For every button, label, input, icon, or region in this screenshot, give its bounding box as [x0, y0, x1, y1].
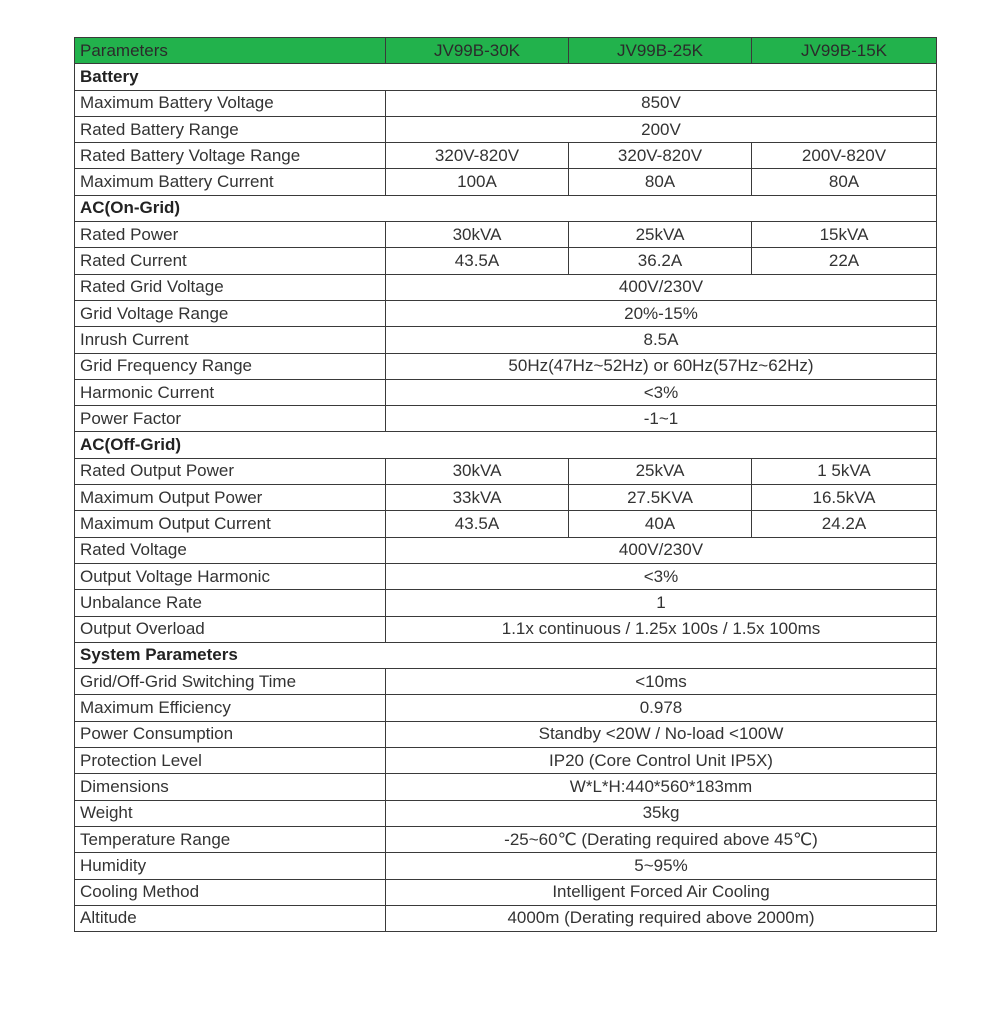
parameter-value: <3%: [386, 379, 937, 405]
parameter-value: 200V-820V: [752, 143, 937, 169]
parameter-label: Harmonic Current: [75, 379, 386, 405]
table-row: [75, 879, 937, 905]
section-row: [75, 432, 937, 458]
parameter-label: Rated Power: [75, 222, 386, 248]
parameter-label: Rated Output Power: [75, 458, 386, 484]
parameter-value: Intelligent Forced Air Cooling: [386, 879, 937, 905]
table-row: [75, 669, 937, 695]
parameter-label: Maximum Output Current: [75, 511, 386, 537]
parameter-value: 25kVA: [569, 222, 752, 248]
parameter-value: 36.2A: [569, 248, 752, 274]
section-title: AC(Off-Grid): [75, 432, 937, 458]
table-row: [75, 563, 937, 589]
parameter-value: 25kVA: [569, 458, 752, 484]
parameter-label: Unbalance Rate: [75, 590, 386, 616]
table-row: [75, 511, 937, 537]
table-row: [75, 721, 937, 747]
parameter-value: 850V: [386, 90, 937, 116]
table-row: [75, 537, 937, 563]
parameter-value: 0.978: [386, 695, 937, 721]
parameter-label: Altitude: [75, 905, 386, 931]
parameter-value: -1~1: [386, 406, 937, 432]
parameter-label: Protection Level: [75, 748, 386, 774]
parameter-value: 1: [386, 590, 937, 616]
parameter-value: 320V-820V: [569, 143, 752, 169]
table-row: [75, 379, 937, 405]
parameter-label: Rated Current: [75, 248, 386, 274]
parameter-label: Maximum Output Power: [75, 485, 386, 511]
table-row: [75, 116, 937, 142]
parameter-value: 50Hz(47Hz~52Hz) or 60Hz(57Hz~62Hz): [386, 353, 937, 379]
parameter-label: Maximum Battery Current: [75, 169, 386, 195]
parameter-value: 20%-15%: [386, 300, 937, 326]
header-model-25k: JV99B-25K: [569, 38, 752, 64]
table-row: [75, 90, 937, 116]
parameter-value: <10ms: [386, 669, 937, 695]
table-row: [75, 748, 937, 774]
table-row: [75, 248, 937, 274]
table-row: [75, 353, 937, 379]
table-row: [75, 274, 937, 300]
parameter-value: 24.2A: [752, 511, 937, 537]
parameter-label: Rated Voltage: [75, 537, 386, 563]
parameter-label: Maximum Efficiency: [75, 695, 386, 721]
section-row: [75, 642, 937, 668]
parameter-label: Cooling Method: [75, 879, 386, 905]
parameter-label: Inrush Current: [75, 327, 386, 353]
table-row: [75, 800, 937, 826]
parameter-label: Rated Grid Voltage: [75, 274, 386, 300]
parameter-value: <3%: [386, 563, 937, 589]
spec-table-body: [75, 38, 937, 932]
parameter-value: 400V/230V: [386, 274, 937, 300]
section-row: [75, 195, 937, 221]
header-parameters: Parameters: [75, 38, 386, 64]
section-title: AC(On-Grid): [75, 195, 937, 221]
parameter-value: 1 5kVA: [752, 458, 937, 484]
spec-table: [74, 37, 937, 932]
parameter-value: 100A: [386, 169, 569, 195]
parameter-value: 5~95%: [386, 853, 937, 879]
parameter-label: Output Voltage Harmonic: [75, 563, 386, 589]
parameter-value: 43.5A: [386, 248, 569, 274]
section-row: [75, 64, 937, 90]
parameter-value: 35kg: [386, 800, 937, 826]
parameter-label: Maximum Battery Voltage: [75, 90, 386, 116]
parameter-label: Weight: [75, 800, 386, 826]
parameter-value: 43.5A: [386, 511, 569, 537]
table-row: [75, 458, 937, 484]
parameter-value: 27.5KVA: [569, 485, 752, 511]
parameter-value: 80A: [752, 169, 937, 195]
parameter-label: Grid Frequency Range: [75, 353, 386, 379]
parameter-value: 15kVA: [752, 222, 937, 248]
table-row: [75, 300, 937, 326]
parameter-value: 400V/230V: [386, 537, 937, 563]
parameter-label: Grid/Off-Grid Switching Time: [75, 669, 386, 695]
parameter-value: 320V-820V: [386, 143, 569, 169]
table-row: [75, 853, 937, 879]
parameter-value: 8.5A: [386, 327, 937, 353]
parameter-value: 40A: [569, 511, 752, 537]
parameter-label: Power Consumption: [75, 721, 386, 747]
parameter-label: Dimensions: [75, 774, 386, 800]
table-row: [75, 695, 937, 721]
parameter-value: -25~60℃ (Derating required above 45℃): [386, 826, 937, 852]
parameter-label: Output Overload: [75, 616, 386, 642]
section-title: Battery: [75, 64, 937, 90]
parameter-value: 30kVA: [386, 458, 569, 484]
header-row: [75, 38, 937, 64]
header-model-15k: JV99B-15K: [752, 38, 937, 64]
parameter-value: 4000m (Derating required above 2000m): [386, 905, 937, 931]
parameter-value: 80A: [569, 169, 752, 195]
parameter-label: Power Factor: [75, 406, 386, 432]
parameter-label: Rated Battery Voltage Range: [75, 143, 386, 169]
table-row: [75, 616, 937, 642]
table-row: [75, 222, 937, 248]
table-row: [75, 774, 937, 800]
parameter-label: Grid Voltage Range: [75, 300, 386, 326]
parameter-value: IP20 (Core Control Unit IP5X): [386, 748, 937, 774]
table-row: [75, 327, 937, 353]
parameter-label: Humidity: [75, 853, 386, 879]
parameter-value: Standby <20W / No-load <100W: [386, 721, 937, 747]
parameter-value: 22A: [752, 248, 937, 274]
table-row: [75, 169, 937, 195]
parameter-value: 30kVA: [386, 222, 569, 248]
header-model-30k: JV99B-30K: [386, 38, 569, 64]
parameter-value: 1.1x continuous / 1.25x 100s / 1.5x 100ms: [386, 616, 937, 642]
table-row: [75, 826, 937, 852]
table-row: [75, 905, 937, 931]
parameter-value: 200V: [386, 116, 937, 142]
parameter-value: 33kVA: [386, 485, 569, 511]
table-row: [75, 485, 937, 511]
table-row: [75, 143, 937, 169]
section-title: System Parameters: [75, 642, 937, 668]
table-row: [75, 406, 937, 432]
parameter-value: W*L*H:440*560*183mm: [386, 774, 937, 800]
parameter-label: Rated Battery Range: [75, 116, 386, 142]
parameter-value: 16.5kVA: [752, 485, 937, 511]
table-row: [75, 590, 937, 616]
parameter-label: Temperature Range: [75, 826, 386, 852]
